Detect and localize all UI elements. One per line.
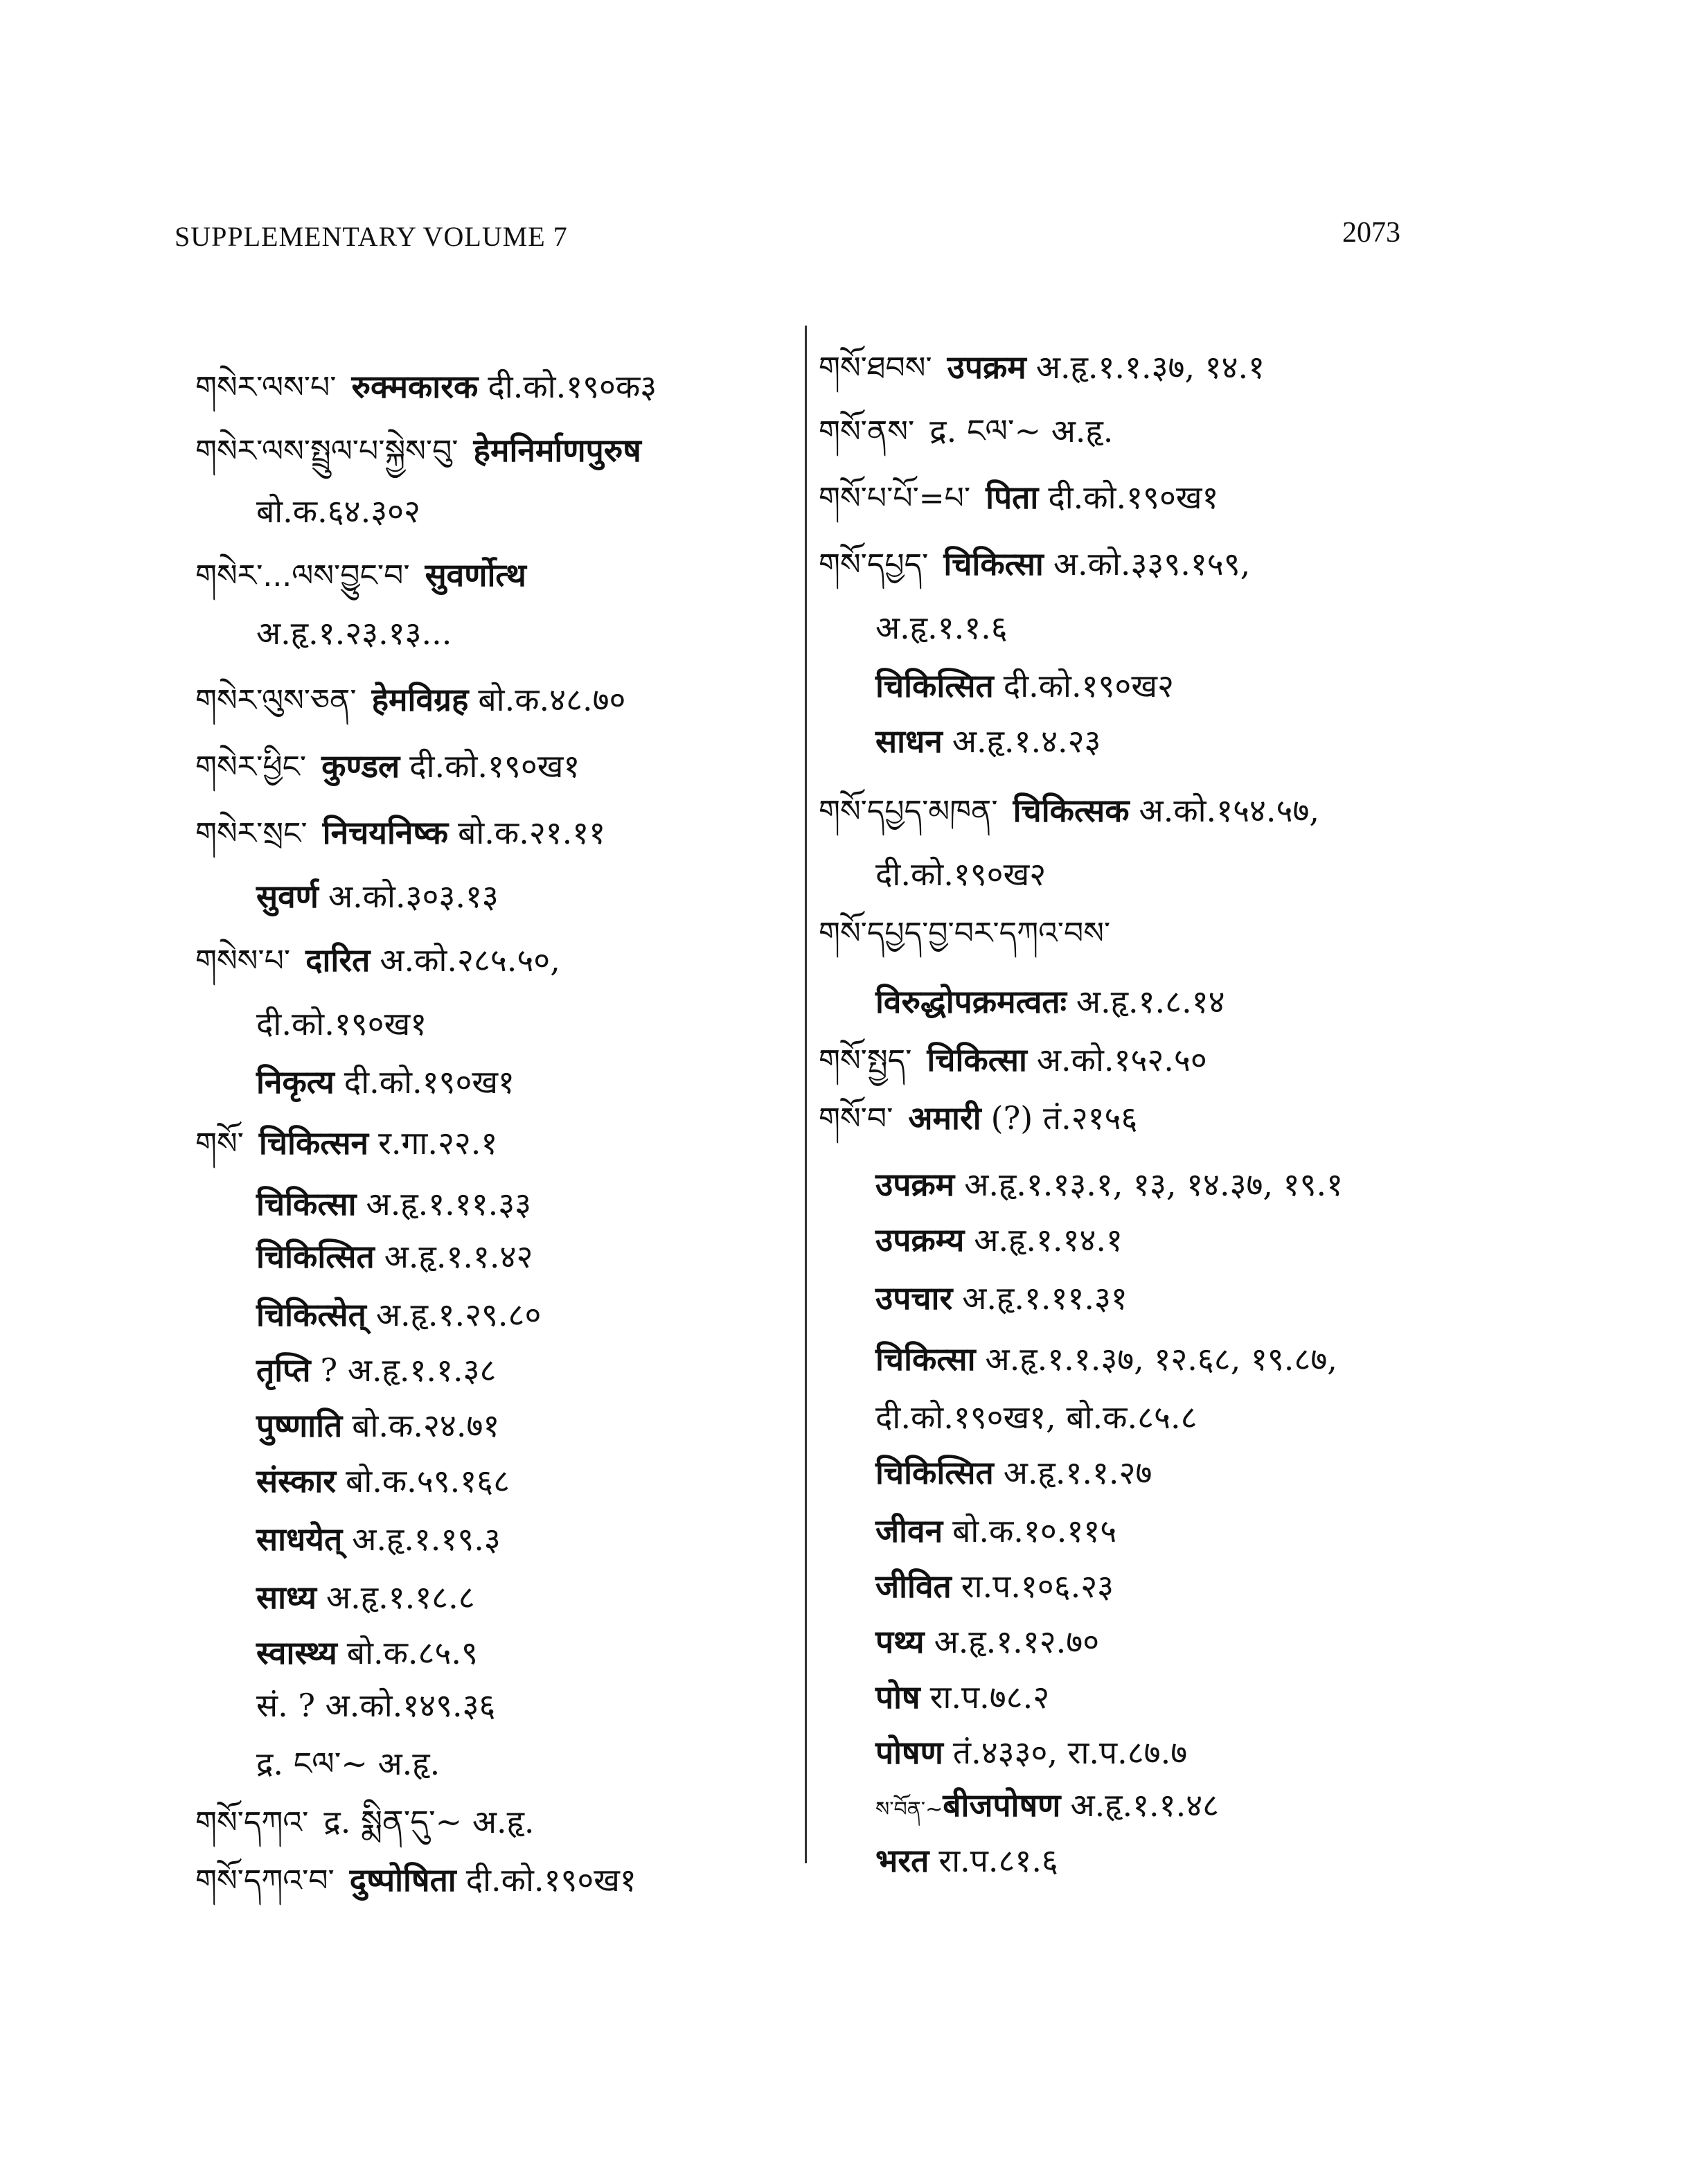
source-reference: तं.४३३०, रा.प.८७.७ (952, 1734, 1188, 1771)
source-reference: अ.हृ.१.४.२३ (952, 722, 1101, 760)
dictionary-line (875, 981, 1225, 1022)
tibetan-headword: གསོ་སྤྱད་ (819, 1043, 912, 1078)
source-reference: अ.हृ.१.१.४८ (1070, 1786, 1220, 1824)
dictionary-line (256, 490, 420, 532)
dictionary-line (875, 607, 1008, 648)
dictionary-line (875, 665, 1174, 707)
source-reference: बो.क.४८.७० (478, 681, 626, 718)
source-reference: अ.को.३०३.१३ (328, 878, 499, 915)
source-reference: अ.हृ.१.१२.७० (934, 1623, 1100, 1660)
source-reference: बो.क.१०.११५ (952, 1512, 1117, 1550)
sanskrit-equivalent: बीजपोषण (943, 1786, 1061, 1824)
source-reference: अ.हृ.१.१.३७, १४.१ (1035, 348, 1265, 386)
dictionary-line (875, 1676, 1049, 1718)
dictionary-line (875, 1565, 1114, 1607)
source-reference: बो.क.६४.३०२ (256, 492, 420, 530)
dictionary-line (819, 543, 1250, 586)
source-reference: अ.हृ.१.१.४२ (384, 1238, 533, 1275)
source-reference: अ.हृ.१.११.३३ (366, 1185, 532, 1223)
dictionary-line (875, 853, 1046, 895)
source-reference: अ.को.२८५.५०, (380, 941, 560, 979)
dictionary-line (875, 1621, 1099, 1662)
dictionary-line (195, 1122, 497, 1165)
tibetan-headword: གསོ་བ་ (819, 1101, 893, 1137)
source-reference: र.गा.२२.१ (378, 1124, 498, 1162)
tibetan-headword: གསོ་དཔྱད་ (819, 547, 929, 583)
source-reference: द्र. སྨིན་དུ་~ अ.हृ. (323, 1803, 535, 1840)
sanskrit-equivalent: भरत (875, 1842, 929, 1879)
dictionary-line (256, 1003, 427, 1045)
source-reference: अ.को.३३९.१५९, (1053, 545, 1251, 583)
sanskrit-equivalent: पुष्णाति (256, 1407, 343, 1444)
source-reference: दी.को.१९०क३ (488, 368, 657, 405)
dictionary-line (256, 612, 452, 654)
sanskrit-equivalent: सुवर्ण (256, 878, 319, 915)
sanskrit-equivalent: जीवन (875, 1512, 943, 1550)
tibetan-headword: གསོ་དཀའ་བ་ (195, 1863, 335, 1899)
source-reference: अ.हृ.१.१३.१, १३, १४.३७, १९.१ (964, 1166, 1344, 1203)
dictionary-line (256, 1405, 499, 1446)
page-number: 2073 (1342, 217, 1400, 249)
sanskrit-equivalent: दारित (305, 941, 371, 979)
dictionary-line (195, 554, 536, 597)
dictionary-line (256, 1743, 440, 1784)
sanskrit-equivalent: चिकित्सेत् (256, 1296, 366, 1333)
dictionary-line (195, 745, 580, 788)
dictionary-line (195, 939, 560, 982)
source-reference: अ.हृ.१.११.३१ (962, 1279, 1128, 1317)
tibetan-headword: གསེར་ལས་སྤྲུལ་པ་སྐྱེས་བུ་ (195, 434, 458, 469)
sanskrit-equivalent: जीवित (875, 1568, 952, 1605)
sanskrit-equivalent: पोषण (875, 1734, 943, 1771)
dictionary-line (256, 1061, 515, 1103)
sanskrit-equivalent: चिकित्सित (256, 1238, 375, 1275)
source-reference: द्र. ངལ་~ अ.हृ. (929, 412, 1114, 450)
sanskrit-equivalent: साधन (875, 722, 943, 760)
source-reference: अ.हृ.१.८.१४ (1076, 983, 1225, 1020)
dictionary-line (256, 1518, 501, 1560)
tibetan-headword: གསེར་ལུས་ཅན་ (195, 683, 357, 718)
dictionary-line (195, 679, 625, 722)
sanskrit-equivalent: पिता (986, 479, 1039, 516)
source-reference: ? अ.हृ.१.१.३८ (320, 1351, 497, 1389)
column-divider (805, 326, 807, 1863)
source-reference: बो.क.२१.११ (458, 814, 606, 851)
source-reference: अ.हृ.१.१९.३ (352, 1520, 501, 1558)
dictionary-line (256, 876, 499, 917)
source-reference: दी.को.१९०ख२ (875, 855, 1047, 893)
dictionary-line (256, 1460, 510, 1502)
tibetan-headword: གསོ་དཔྱད་བྱ་བར་དཀའ་བས་ (819, 916, 1111, 951)
dictionary-line (875, 1784, 1219, 1831)
sanskrit-equivalent: उपक्रम (947, 348, 1026, 386)
source-reference: अ.को.१५२.५० (1036, 1041, 1207, 1078)
sanskrit-equivalent: चिकित्सन (258, 1124, 369, 1162)
tibetan-headword: ས་བོན་~ (875, 1797, 943, 1822)
sanskrit-equivalent: विरुद्धोपक्रमत्वतः (875, 983, 1067, 1020)
dictionary-line (819, 790, 1319, 833)
source-reference: अ.हृ.१.२३.१३... (256, 614, 452, 652)
sanskrit-equivalent: चिकित्सा (256, 1185, 357, 1223)
source-reference: रा.प.८१.६ (938, 1842, 1058, 1879)
source-reference: अ.हृ.१.१.६ (875, 609, 1008, 646)
source-reference: दी.को.१९०ख१, बो.क.८५.८ (875, 1399, 1197, 1436)
sanskrit-equivalent: हेमविग्रह (371, 681, 469, 718)
dictionary-line (875, 720, 1101, 762)
dictionary-line (875, 1164, 1343, 1205)
tibetan-headword: གསོ་ཐབས་ (819, 350, 932, 386)
sanskrit-equivalent: निचयनिष्क (322, 814, 449, 851)
dictionary-line (195, 1859, 636, 1902)
dictionary-line (819, 1097, 1137, 1140)
running-header: SUPPLEMENTARY VOLUME 7 (175, 221, 568, 252)
dictionary-line (819, 410, 1113, 453)
dictionary-line (256, 1685, 495, 1726)
dictionary-line (256, 1349, 496, 1391)
sanskrit-equivalent: चिकित्सक (1013, 792, 1130, 829)
source-reference: अ.को.१५४.५७, (1139, 792, 1320, 829)
sanskrit-equivalent: साध्य (256, 1579, 317, 1616)
tibetan-headword: གསོ་དཀའ་ (195, 1805, 309, 1840)
dictionary-line (819, 477, 1218, 520)
dictionary-line (819, 1039, 1207, 1082)
source-reference: दी.को.१९०ख१ (465, 1861, 636, 1899)
sanskrit-equivalent: निकृत्य (256, 1063, 335, 1101)
sanskrit-equivalent: कुण्डल (321, 747, 400, 785)
dictionary-line (195, 429, 651, 472)
dictionary-line (875, 1452, 1152, 1493)
source-reference: दी.को.१९०ख२ (1003, 667, 1174, 704)
sanskrit-equivalent: चिकित्सा (875, 1340, 976, 1378)
dictionary-line (819, 912, 1125, 955)
sanskrit-equivalent: हेमनिर्माणपुरुष (473, 432, 641, 469)
dictionary-line (875, 1840, 1058, 1881)
sanskrit-equivalent: उपचार (875, 1279, 953, 1317)
sanskrit-equivalent: चिकित्सित (875, 1454, 994, 1491)
dictionary-line (256, 1632, 478, 1673)
source-reference: दी.को.१९०ख१ (409, 747, 580, 785)
tibetan-headword: གསེར་སྲང་ (195, 816, 308, 851)
dictionary-line (195, 366, 657, 409)
source-reference: (?) तं.२१५६ (990, 1099, 1138, 1137)
source-reference: दी.को.१९०ख१ (1048, 479, 1219, 516)
sanskrit-equivalent: अमारी (908, 1099, 981, 1137)
dictionary-line (819, 346, 1265, 389)
source-reference: दी.को.१९०ख१ (344, 1063, 515, 1101)
source-reference: रा.प.१०६.२३ (961, 1568, 1114, 1605)
sanskrit-equivalent: रुक्मकारक (351, 368, 479, 405)
source-reference: अ.हृ.१.१.२७ (1003, 1454, 1152, 1491)
sanskrit-equivalent: चिकित्सा (927, 1041, 1027, 1078)
source-reference: अ.हृ.१.१४.१ (974, 1221, 1123, 1259)
dictionary-line (256, 1577, 475, 1618)
sanskrit-equivalent: चिकित्सा (943, 545, 1044, 583)
dictionary-line (256, 1236, 533, 1277)
sanskrit-equivalent: पोष (875, 1678, 920, 1716)
dictionary-line (875, 1396, 1197, 1438)
dictionary-line (875, 1277, 1128, 1319)
sanskrit-equivalent: तृप्ति (256, 1351, 311, 1389)
dictionary-line (195, 812, 605, 855)
dictionary-line (195, 1801, 535, 1844)
dictionary-line (256, 1183, 531, 1225)
dictionary-line (875, 1732, 1187, 1773)
source-reference: द्र. ངལ་~ अ.हृ. (256, 1745, 440, 1782)
sanskrit-equivalent: चिकित्सित (875, 667, 994, 704)
dictionary-line (875, 1219, 1123, 1261)
source-reference: अ.हृ.१.१.३७, १२.६८, १९.८७, (985, 1340, 1337, 1378)
tibetan-headword: གསེར་ཕྱིང་ (195, 749, 307, 785)
sanskrit-equivalent: उपक्रम्य (875, 1221, 965, 1259)
source-reference: सं. ? अ.को.१४९.३६ (256, 1687, 496, 1724)
tibetan-headword: གསེར་...ལས་བྱུང་བ་ (195, 558, 410, 594)
tibetan-headword: གསོ་ནས་ (819, 414, 915, 450)
sanskrit-equivalent: स्वास्थ्य (256, 1634, 337, 1671)
tibetan-headword: གསོ་པ་པོ་=པ་ (819, 481, 971, 516)
source-reference: दी.को.१९०ख१ (256, 1005, 427, 1042)
dictionary-line (875, 1338, 1337, 1380)
source-reference: अ.हृ.१.२९.८० (375, 1296, 542, 1333)
tibetan-headword: གསོ་ (195, 1126, 244, 1162)
source-reference: अ.हृ.१.१८.८ (326, 1579, 475, 1616)
sanskrit-equivalent: संस्कार (256, 1462, 337, 1500)
source-reference: रा.प.७८.२ (929, 1678, 1050, 1716)
sanskrit-equivalent: सुवर्णोत्थ (425, 556, 526, 594)
tibetan-headword: གསེས་པ་ (195, 943, 291, 979)
tibetan-headword: གསོ་དཔྱད་མཁན་ (819, 794, 998, 829)
tibetan-headword: གསེར་ལས་པ་ (195, 370, 337, 405)
sanskrit-equivalent: पथ्य (875, 1623, 925, 1660)
source-reference: बो.क.५९.१६८ (346, 1462, 510, 1500)
source-reference: बो.क.८५.९ (346, 1634, 478, 1671)
dictionary-line (256, 1294, 541, 1335)
source-reference: बो.क.२४.७१ (352, 1407, 500, 1444)
sanskrit-equivalent: उपक्रम (875, 1166, 955, 1203)
dictionary-line (875, 1510, 1116, 1552)
sanskrit-equivalent: दुष्पोषिता (349, 1861, 456, 1899)
sanskrit-equivalent: साधयेत् (256, 1520, 343, 1558)
